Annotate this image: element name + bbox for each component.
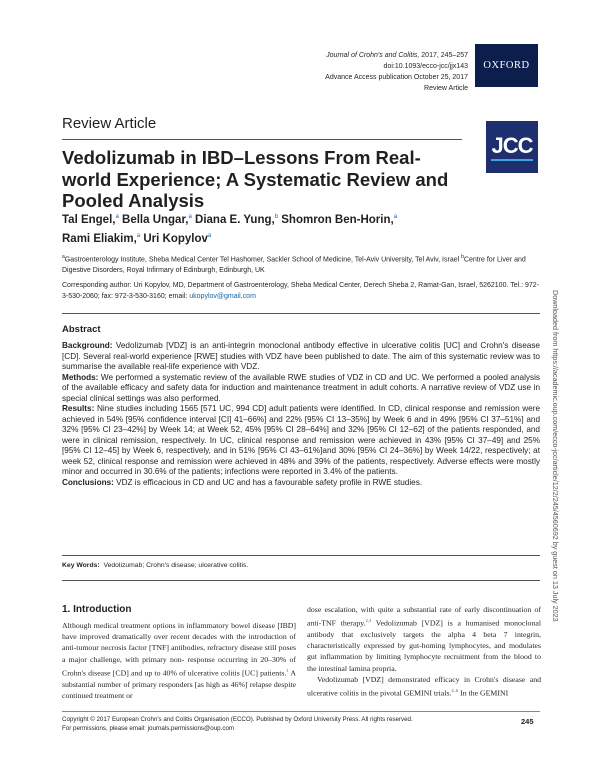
author[interactable]: Shomron Ben-Horin,$^a$ [281,213,398,226]
download-sidebar: Downloaded from https://academic.oup.com/ecco-jcc/article/12/2/245/4560692 by guest on 13 July 2023 [551,290,560,622]
abstract-results: Results: Nine studies including 1565 [571 UC, 994 CD] adult patients were identified. In CD, clinical response and remission were achieved in 54% [95% confidence interval [CI] 41–66%] and 22% [95% CI 13–35%] by Week 6 and in 49% [95% CI 37–51%] and 32% [95% CI 23–42%] by Week 14; at Week 52, 45% [95% CI 28–64%] and 32% [95% CI 12–62] of the patients responded, and were in clinical remission, respectively. In UC, clinical response and remission were achieved in 43% [95% CI 37–49] and 25% [95% CI 12–45] by Week 6, respectively, and in 51% [95% CI 43–61%]and 30% [95% CI 24–36%] by Week 14/22, respectively; at week 52, clinical response and remission were achieved in 48% and 39% of the patients, respectively. Adverse effects were mostly minor and occurred in 30.6% of the patients; infections were reported in 3.4% of the patients. [62,404,540,476]
journal-citation: 2017, 245–257 [421,52,468,59]
intro-right-column: dose escalation, with quite a substantial rate of early discontinuation of anti-TNF therapy.$^{2,3}$ Vedolizumab [VDZ] is a humanised monoclonal antibody that exclusively targets the alpha 4 beta 7 integrin, characteristically expressed by gut-homing lymphocytes, and modulates gut inflammation by limiting lymphocyte recruitment from the blood to the intestinal lamina propria. Vedolizumab [VDZ] demonstrated efficacy in Crohn's disease and ulcerative colitis in the pivotal GEMINI trials.$^{4-6}$ In the GEMINI [307,605,541,698]
author[interactable]: Rami Eliakim,$^a$ [62,232,141,245]
introduction-heading: 1. Introduction [62,604,132,615]
email-link[interactable]: ukopylov@gmail.com [189,292,256,300]
abstract-conclusions: Conclusions: VDZ is efficacious in CD and UC and has a favourable safety profile in RWE studies. [62,477,423,487]
keywords-top-rule [62,555,540,556]
article-type: Review Article [424,85,468,92]
footer-rule [62,711,540,712]
doi[interactable]: doi:10.1093/ecco-jcc/jjx143 [383,63,468,70]
journal-title: Journal of Crohn's and Colitis, [326,52,420,59]
abstract-background: Background: Vedolizumab [VDZ] is an anti-integrin monoclonal antibody effective in ulcerative colitis [UC] and Crohn's disease [CD]. Several real-world experience [RWE] studies with VDZ have been published to date. The aim of this systematic review was to summarise the available real-life experience with VDZ. [62,341,540,371]
keywords-bottom-rule [62,580,540,581]
author[interactable]: Diana E. Yung,$^b$ [195,213,279,226]
author[interactable]: Bella Ungar,$^a$ [122,213,192,226]
article-title: Vedolizumab in IBD–Lessons From Real-world Experience; A Systematic Review and Pooled Analysis [62,147,449,211]
abstract-heading: Abstract [62,324,101,335]
author[interactable]: Uri Kopylov$^a$ [143,232,212,245]
section-divider [62,139,462,140]
author-list [62,209,482,247]
affiliations: $^a$Gastroenterology Institute, Sheba Medical Center Tel Hashomer, Sackler School of Medicine, Tel-Aviv University, Tel Aviv, Israel $^b$Centre for Liver and Digestive Disorders, Royal Infirmary of Edinburgh, Edinburgh, UK [62,254,526,274]
section-label: Review Article [62,115,157,132]
footer [62,715,540,733]
copyright: Copyright © 2017 European Crohn's and Colitis Organisation (ECCO). Published by Oxford University Press. All rights reserved. [62,716,413,723]
jcc-logo-text: JCC [491,133,532,161]
keywords: Key Words: Vedolizumab; Crohn's disease; ulcerative colitis. [62,562,249,569]
intro-left-column: Although medical treatment options in inflammatory bowel disease [IBD] have improved dramatically over recent decades with the introduction of anti-tumour necrosis factor [TNF] antibodies, refractory disease still poses a major challenge, with primary non- response occurring in 20–30% of Crohn's disease [CD] and up to 40% of ulcerative colitis [UC] patients.$^1$ A substantial number of primary responders [as high as 46%] relapse despite continued treatment or [62,621,296,700]
oxford-logo: OXFORD [475,44,538,87]
reference-link[interactable]: 4–6 [451,688,459,694]
page-number: 245 [521,717,534,726]
reference-link[interactable]: 2,3 [365,618,372,624]
jcc-logo [486,121,538,173]
permissions: For permissions, please email: journals.permissions@oup.com [62,725,235,732]
access-date: Advance Access publication October 25, 2017 [325,74,468,81]
abstract [62,320,540,488]
author[interactable]: Tal Engel,$^a$ [62,213,119,226]
reference-link[interactable]: 1 [286,667,289,673]
abstract-methods: Methods: We performed a systematic review of the available RWE studies of VDZ in CD and UC. We performed a pooled analysis of the available efficacy and safety data for induction and maintenance treatment in adult cohorts. A narrative review of VDZ use in special clinical settings was also performed. [62,372,540,403]
abstract-top-rule [62,313,540,314]
journal-info [325,50,468,94]
correspondence: Corresponding author: Uri Kopylov, MD, Department of Gastroenterology, Sheba Medical Center, Derech Sheba 2, Ramat-Gan, Israel, 5262100. Tel.: 972-3-530-2060; fax: 972-3-530-3160; email: ukopylov@gmail.com [62,282,540,300]
